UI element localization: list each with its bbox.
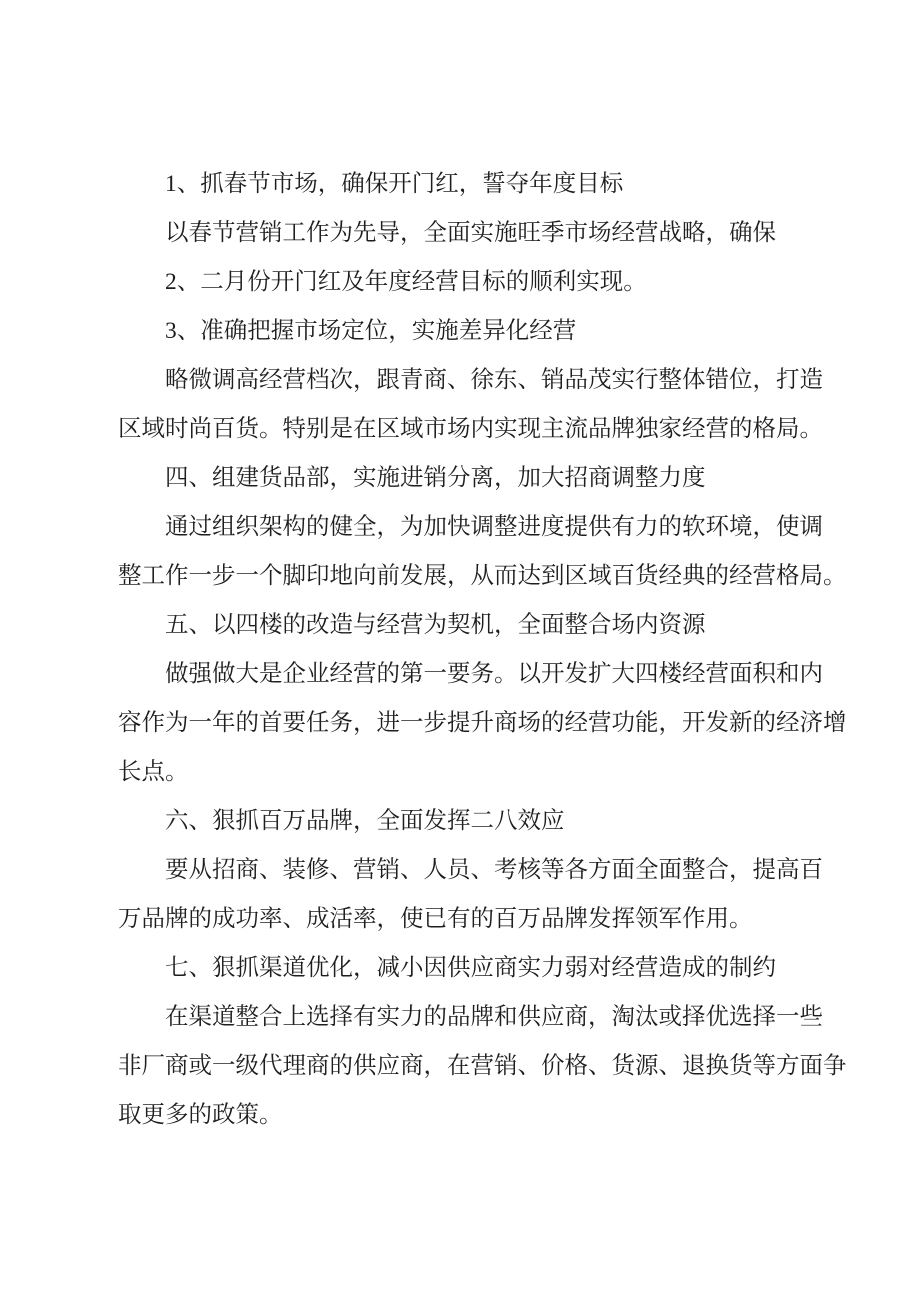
text-line: 区域时尚百货。特别是在区域市场内实现主流品牌独家经营的格局。 [118, 416, 823, 442]
text-line: 要从招商、装修、营销、人员、考核等各方面全面整合，提高百 [165, 857, 823, 883]
paragraph [118, 258, 863, 307]
paragraph [118, 209, 863, 258]
text-line: 取更多的政策。 [118, 1102, 283, 1128]
text-line: 3、准确把握市场定位，实施差异化经营 [165, 318, 577, 344]
paragraph [118, 356, 863, 454]
paragraph [118, 993, 863, 1140]
text-line: 以春节营销工作为先导，全面实施旺季市场经营战略，确保 [165, 220, 776, 246]
text-line: 万品牌的成功率、成活率，使已有的百万品牌发挥领军作用。 [118, 906, 753, 932]
paragraph [118, 160, 863, 209]
text-line: 在渠道整合上选择有实力的品牌和供应商，淘汰或择优选择一些 [165, 1004, 823, 1030]
paragraph [118, 846, 863, 944]
text-line: 非厂商或一级代理商的供应商，在营销、价格、货源、退换货等方面争 [118, 1053, 847, 1079]
text-line: 做强做大是企业经营的第一要务。以开发扩大四楼经营面积和内 [165, 661, 823, 687]
paragraph [118, 454, 863, 503]
paragraph [118, 797, 863, 846]
paragraph [118, 650, 863, 797]
paragraph [118, 601, 863, 650]
text-line: 通过组织架构的健全，为加快调整进度提供有力的软环境，使调 [165, 514, 823, 540]
paragraph [118, 503, 863, 601]
text-line: 六、狠抓百万品牌，全面发挥二八效应 [165, 808, 565, 834]
text-line: 2、二月份开门红及年度经营目标的顺利实现。 [165, 269, 647, 295]
text-line: 五、以四楼的改造与经营为契机，全面整合场内资源 [165, 612, 706, 638]
document-body [118, 160, 863, 1140]
paragraph [118, 307, 863, 356]
text-line: 1、抓春节市场，确保开门红，誓夺年度目标 [165, 171, 624, 197]
text-line: 略微调高经营档次，跟青商、徐东、销品茂实行整体错位，打造 [165, 367, 823, 393]
text-line: 长点。 [118, 759, 189, 785]
text-line: 四、组建货品部，实施进销分离，加大招商调整力度 [165, 465, 706, 491]
text-line: 七、狠抓渠道优化，减小因供应商实力弱对经营造成的制约 [165, 955, 776, 981]
text-line: 容作为一年的首要任务，进一步提升商场的经营功能，开发新的经济增 [118, 710, 847, 736]
paragraph [118, 944, 863, 993]
text-line: 整工作一步一个脚印地向前发展，从而达到区域百货经典的经营格局。 [118, 563, 847, 589]
